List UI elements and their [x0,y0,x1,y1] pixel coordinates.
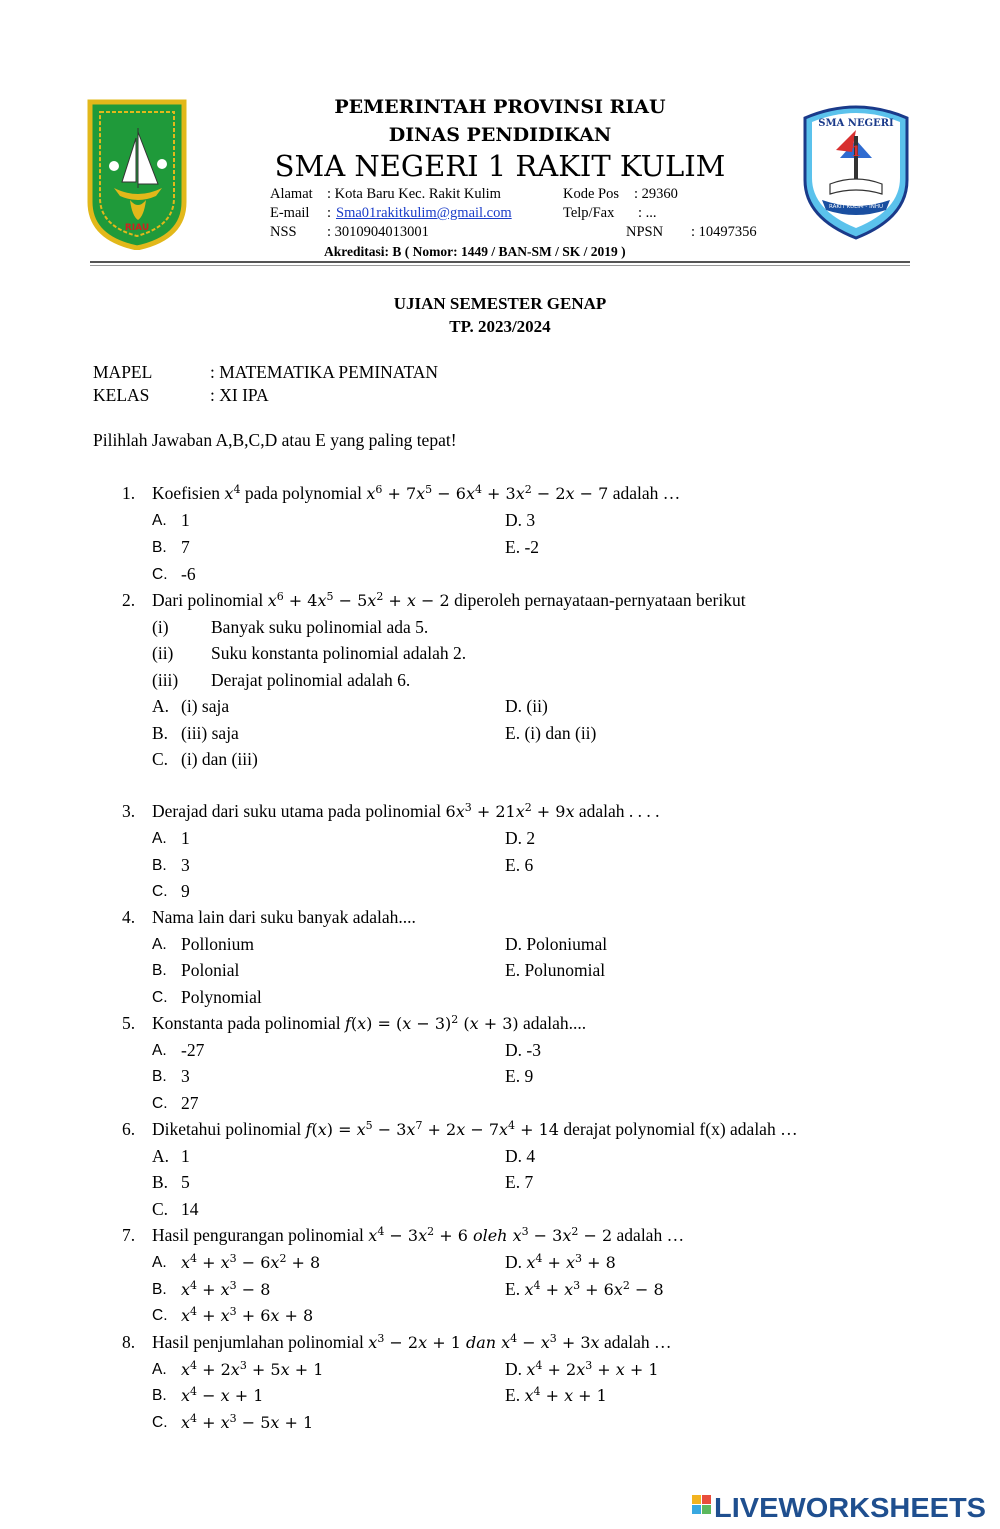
logo-square-icon [702,1495,711,1504]
header-divider [90,261,910,263]
question-2-text: Dari polinomial $x^6 + 4x^5 - 5x^2 + x - 2$ diperoleh pernayataan-pernyataan berikut [152,590,746,610]
logo-square-icon [692,1505,701,1514]
option-d[interactable]: D. 2 [505,828,536,848]
option-d[interactable]: D. $x^4 + 2x^3 + x + 1$ [505,1359,659,1379]
option-value[interactable]: $x^4 + x^3 - 5x + 1$ [181,1412,314,1432]
option-label: A. [152,936,167,953]
option-value[interactable]: (i) saja [181,696,230,716]
option-label: B. [152,962,167,979]
option-value[interactable]: $x^4 - x + 1$ [181,1385,264,1405]
option-label: B. [152,723,169,743]
statement-number: (ii) [152,643,174,663]
option-e[interactable]: E. 6 [505,855,534,875]
option-e[interactable]: E. $x^4 + x^3 + 6x^2 - 8$ [505,1279,664,1299]
option-label: B. [152,1387,167,1404]
option-value[interactable]: 3 [181,855,190,875]
option-label: C. [152,566,168,583]
option-value[interactable]: 27 [181,1093,199,1113]
question-8-text: Hasil penjumlahan polinomial $x^3 - 2x + 1$ dan $x^4 - x^3 + 3x$ adalah … [152,1332,672,1352]
option-e[interactable]: E. (i) dan (ii) [505,723,597,743]
option-label: A. [152,1146,170,1166]
option-value[interactable]: Polynomial [181,987,262,1007]
akreditasi: Akreditasi: B ( Nomor: 1449 / BAN-SM / SK / 2019 ) [324,244,626,259]
question-5-text: Konstanta pada polinomial $f(x) = (x - 3)^2$ (x + 3) adalah.... [152,1013,587,1033]
option-label: A. [152,1042,167,1059]
option-value[interactable]: 14 [181,1199,199,1219]
option-label: C. [152,989,168,1006]
option-e[interactable]: E. 7 [505,1172,534,1192]
question-6-text: Diketahui polinomial $f(x) = x^5 - 3x^7 + 2x - 7x^4 + 14$ derajat polynomial f(x) adalah … [152,1119,798,1139]
option-label: C. [152,1095,168,1112]
kodepos-value: : 29360 [634,186,678,202]
option-label: C. [152,883,168,900]
question-4-text: Nama lain dari suku banyak adalah.... [152,907,416,927]
header-divider-thin [90,265,910,266]
logo-right-text: SMA NEGERI [818,118,894,129]
logo-right-numeral: 1 [851,144,861,160]
question-number: 2. [122,590,136,610]
question-number: 4. [122,907,136,927]
kelas-value: : XI IPA [210,385,269,405]
question-number: 1. [122,483,136,503]
option-label: B. [152,857,167,874]
kodepos-label: Kode Pos [563,186,619,202]
header-department: DINAS PENDIDIKAN [388,124,612,146]
option-label: C. [152,1307,168,1324]
option-e[interactable]: E. -2 [505,537,540,557]
nss-value: : 3010904013001 [327,224,429,240]
option-e[interactable]: E. 9 [505,1066,534,1086]
npsn-label: NPSN [626,224,664,240]
telp-value: : ... [638,205,657,221]
watermark-text: LIVEWORKSHEETS [714,1492,986,1523]
option-value[interactable]: Pollonium [181,934,254,954]
option-value[interactable]: $x^4 + x^3 - 6x^2 + 8$ [181,1252,321,1272]
option-value[interactable]: 3 [181,1066,190,1086]
option-value[interactable]: -6 [181,564,196,584]
logo-square-icon [702,1505,711,1514]
option-label: A. [152,696,170,716]
statement-text: Banyak suku polinomial ada 5. [211,617,429,637]
alamat-label: Alamat [270,186,313,202]
option-value[interactable]: (i) dan (iii) [181,749,258,769]
email-link[interactable]: Sma01rakitkulim@gmail.com [336,205,512,221]
option-label: B. [152,1068,167,1085]
logo-right-ribbon: RAKIT KULIM - INHU [829,204,883,210]
alamat-value: : Kota Baru Kec. Rakit Kulim [327,186,501,202]
telp-label: Telp/Fax [563,205,615,221]
option-e[interactable]: E. $x^4 + x + 1$ [505,1385,607,1405]
option-value[interactable]: 1 [181,510,190,530]
instruction: Pilihlah Jawaban A,B,C,D atau E yang paling tepat! [93,430,457,450]
liveworksheets-logo [690,1489,990,1523]
mapel-label: MAPEL [93,362,153,382]
option-label: A. [152,1254,167,1271]
statement-number: (iii) [152,670,179,690]
option-value[interactable]: $x^4 + x^3 + 6x + 8$ [181,1305,314,1325]
option-value[interactable]: $x^4 + x^3 - 8$ [181,1279,271,1299]
kelas-label: KELAS [93,385,150,405]
question-number: 8. [122,1332,136,1352]
question-3-text: Derajad dari suku utama pada polinomial $6x^3 + 21x^2 + 9x$ adalah . . . . [152,801,660,821]
option-label: C. [152,1414,168,1431]
statement-text: Suku konstanta polinomial adalah 2. [211,643,467,663]
option-label: A. [152,830,167,847]
option-d[interactable]: D. -3 [505,1040,541,1060]
exam-year: TP. 2023/2024 [449,317,551,336]
option-d[interactable]: D. (ii) [505,696,548,716]
npsn-value: : 10497356 [691,224,757,240]
question-1-text: Koefisien $x^4$ pada polynomial $x^6 + 7x^5 - 6x^4 + 3x^2 - 2x - 7$ adalah … [152,483,681,503]
option-value[interactable]: 5 [181,1172,190,1192]
exam-title: UJIAN SEMESTER GENAP [393,294,607,313]
option-value[interactable]: $x^4 + 2x^3 + 5x + 1$ [181,1359,324,1379]
header-province: PEMERINTAH PROVINSI RIAU [334,96,666,118]
question-number: 6. [122,1119,136,1139]
option-value[interactable]: 7 [181,537,190,557]
option-label: B. [152,539,167,556]
mapel-row [93,362,439,383]
option-value[interactable]: -27 [181,1040,205,1060]
option-d[interactable]: D. 4 [505,1146,536,1166]
option-label: B. [152,1281,167,1298]
kelas-row [93,385,269,406]
option-label: B. [152,1172,169,1192]
option-d[interactable]: D. $x^4 + x^3 + 8$ [505,1252,616,1272]
option-d[interactable]: D. Poloniumal [505,934,608,954]
question-number: 7. [122,1225,136,1245]
mapel-value: : MATEMATIKA PEMINATAN [210,362,439,382]
email-sep: : [327,205,332,221]
header-school-name: SMA NEGERI 1 RAKIT KULIM [274,149,726,183]
statement-number: (i) [152,617,169,637]
option-value[interactable]: Polonial [181,960,240,980]
question-number: 3. [122,801,136,821]
option-value[interactable]: 9 [181,881,190,901]
statement-text: Derajat polinomial adalah 6. [211,670,411,690]
option-label: C. [152,1199,169,1219]
option-value[interactable]: 1 [181,828,190,848]
question-7-text: Hasil pengurangan polinomial $x^4 - 3x^2 + 6$ oleh $x^3 - 3x^2 - 2$ adalah … [152,1225,685,1245]
option-e[interactable]: E. Polunomial [505,960,606,980]
logo-left-text: RIAU [124,223,150,233]
nss-label: NSS [270,224,297,240]
option-value[interactable]: (iii) saja [181,723,239,743]
option-value[interactable]: 1 [181,1146,190,1166]
option-label: A. [152,1361,167,1378]
email-label: E-mail [270,205,310,221]
logo-square-icon [692,1495,701,1504]
option-label: A. [152,512,167,529]
option-d[interactable]: D. 3 [505,510,536,530]
option-label: C. [152,749,169,769]
question-number: 5. [122,1013,136,1033]
